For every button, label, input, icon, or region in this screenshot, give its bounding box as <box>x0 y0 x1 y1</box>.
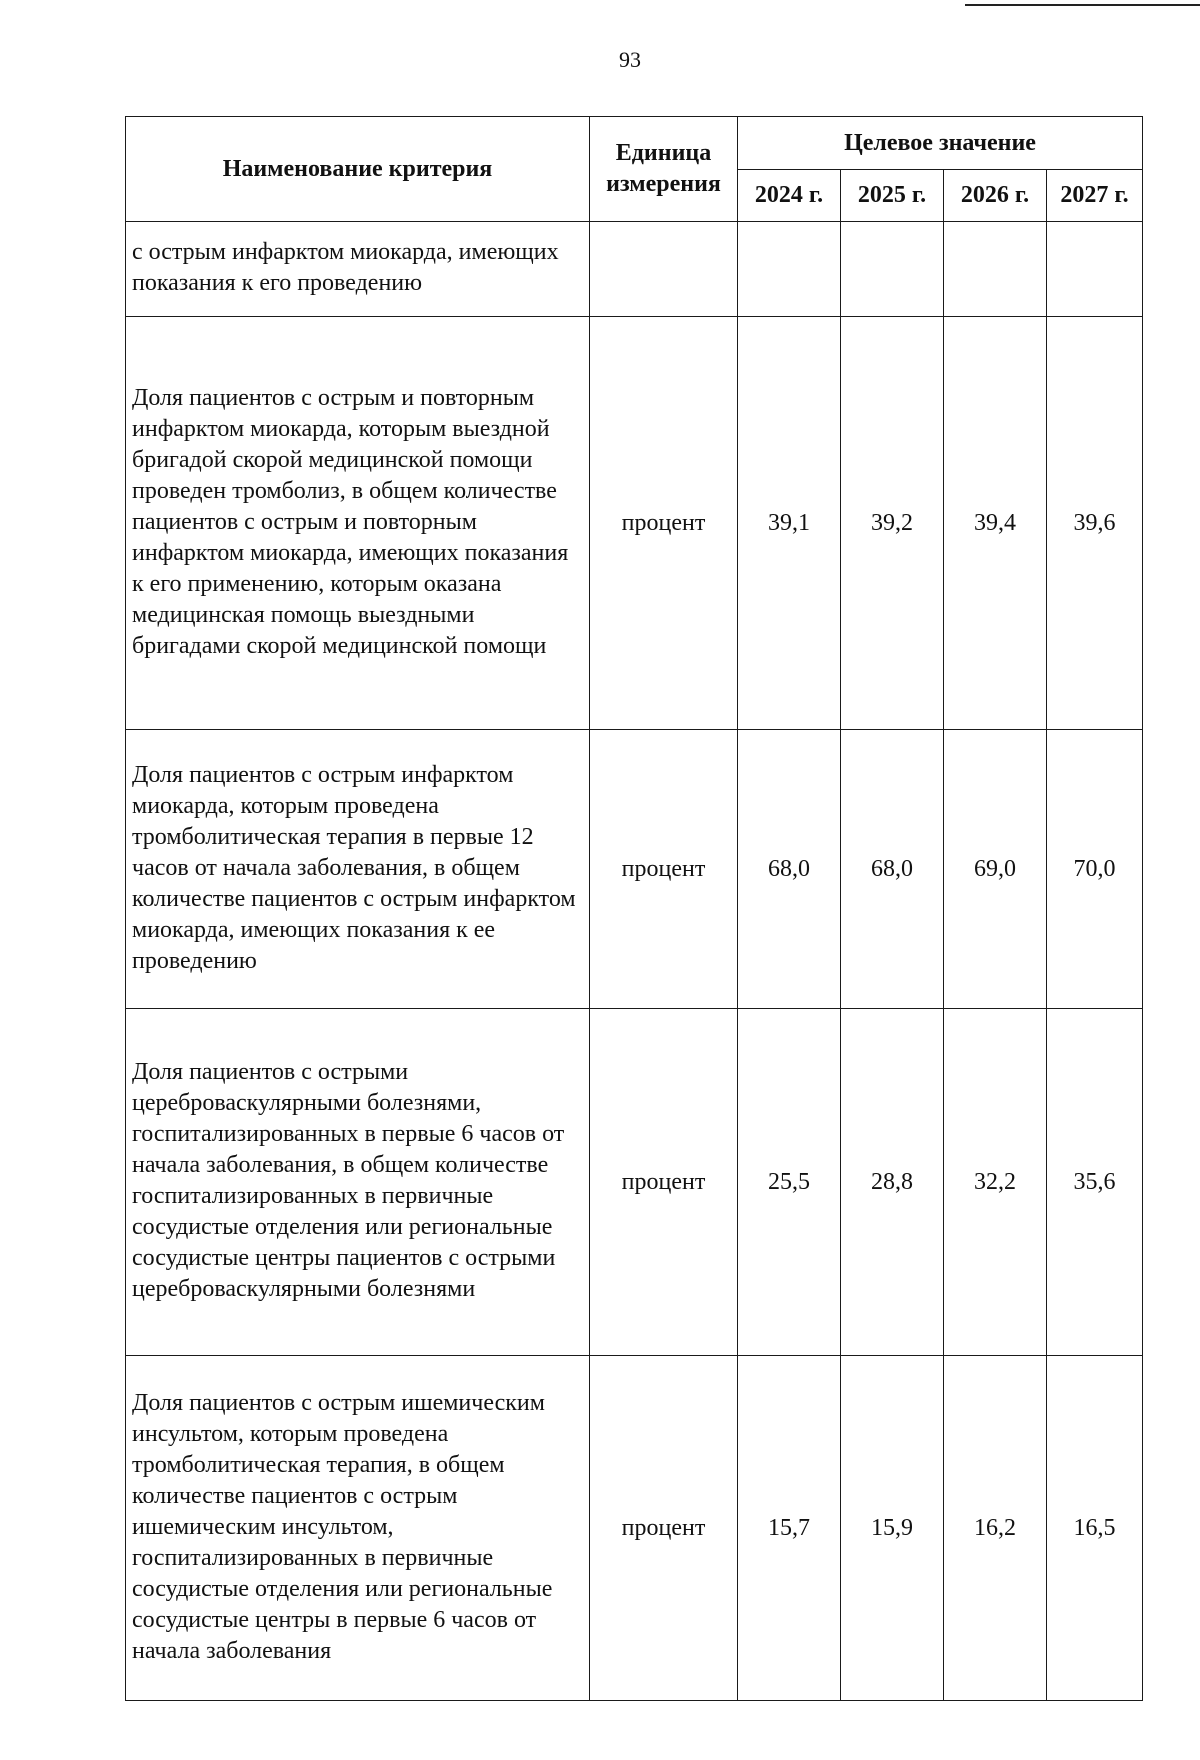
unit-cell: процент <box>590 1009 738 1356</box>
top-rule <box>965 4 1200 6</box>
value-cell: 28,8 <box>841 1009 944 1356</box>
criterion-name: Доля пациентов с острым ишемическим инсультом, которым проведена тромболитическая терапия, в общем количестве пациентов с острым ишемическим инсультом, госпитализированных в первичные сосудистые отделения или региональные сосудистые центры в первые 6 часов от начала заболевания <box>126 1356 590 1701</box>
value-cell: 32,2 <box>944 1009 1047 1356</box>
criterion-name: Доля пациентов с острым инфарктом миокарда, которым проведена тромболитическая терапия в первые 12 часов от начала заболевания, в общем количестве пациентов с острым инфарктом миокарда, имеющих показания к ее проведению <box>126 730 590 1009</box>
value-cell: 69,0 <box>944 730 1047 1009</box>
criterion-name: с острым инфарктом миокарда, имеющих показания к его проведению <box>126 222 590 317</box>
value-cell <box>738 222 841 317</box>
value-cell: 16,2 <box>944 1356 1047 1701</box>
table-row <box>126 222 1143 317</box>
unit-cell: процент <box>590 730 738 1009</box>
header-year: 2025 г. <box>841 170 944 222</box>
value-cell: 39,6 <box>1047 317 1143 730</box>
unit-cell <box>590 222 738 317</box>
table-row <box>126 1009 1143 1356</box>
value-cell: 68,0 <box>738 730 841 1009</box>
value-cell: 70,0 <box>1047 730 1143 1009</box>
criterion-name: Доля пациентов с острым и повторным инфарктом миокарда, которым выездной бригадой скорой медицинской помощи проведен тромболиз, в общем количестве пациентов с острым и повторным инфарктом миокарда, имеющих показания к его применению, которым оказана медицинская помощь выездными бригадами скорой медицинской помощи <box>126 317 590 730</box>
value-cell <box>944 222 1047 317</box>
value-cell: 39,1 <box>738 317 841 730</box>
header-criterion: Наименование критерия <box>126 117 590 222</box>
table-row <box>126 730 1143 1009</box>
header-year: 2027 г. <box>1047 170 1143 222</box>
value-cell: 68,0 <box>841 730 944 1009</box>
value-cell <box>1047 222 1143 317</box>
criteria-table <box>125 116 1143 1701</box>
table-row <box>126 1356 1143 1701</box>
value-cell: 16,5 <box>1047 1356 1143 1701</box>
criterion-name: Доля пациентов с острыми цереброваскулярными болезнями, госпитализированных в первые 6 часов от начала заболевания, в общем количестве госпитализированных в первичные сосудистые отделения или региональные сосудистые центры пациентов с острыми цереброваскулярными болезнями <box>126 1009 590 1356</box>
value-cell: 39,4 <box>944 317 1047 730</box>
value-cell <box>841 222 944 317</box>
page-number: 93 <box>619 47 641 72</box>
value-cell: 25,5 <box>738 1009 841 1356</box>
header-unit: Единица измерения <box>590 117 738 222</box>
value-cell: 15,9 <box>841 1356 944 1701</box>
value-cell: 15,7 <box>738 1356 841 1701</box>
header-target-value: Целевое значение <box>738 117 1143 170</box>
table-row <box>126 317 1143 730</box>
value-cell: 35,6 <box>1047 1009 1143 1356</box>
unit-cell: процент <box>590 1356 738 1701</box>
header-year: 2026 г. <box>944 170 1047 222</box>
header-year: 2024 г. <box>738 170 841 222</box>
value-cell: 39,2 <box>841 317 944 730</box>
unit-cell: процент <box>590 317 738 730</box>
